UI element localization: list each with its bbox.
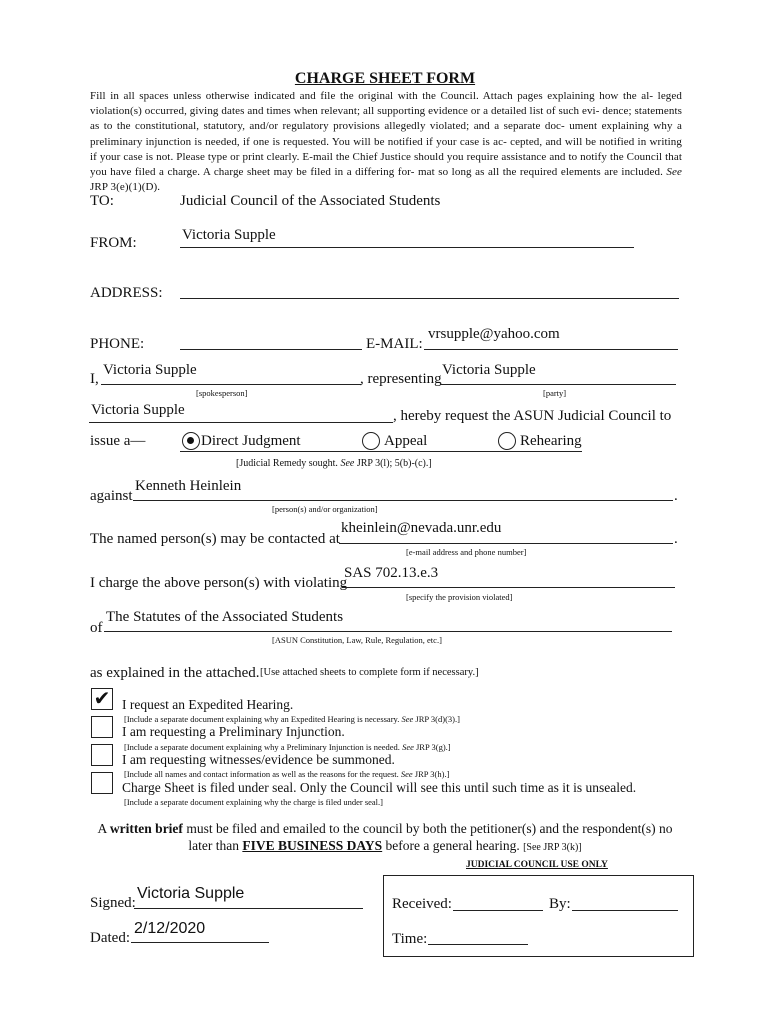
under-seal-label: Charge Sheet is filed under seal. Only the Council will see this until such time as it is unsealed. [122,780,637,795]
party-hint: [party] [543,388,567,398]
of-label: of [90,620,103,636]
contact-field[interactable]: kheinlein@nevada.unr.edu [341,520,502,536]
hint-see: See [401,714,414,724]
appeal-label: Appeal [384,433,428,449]
against-field[interactable]: Kenneth Heinlein [135,478,242,494]
dated-field[interactable]: 2/12/2020 [134,920,206,937]
signed-field[interactable]: Victoria Supple [137,885,245,902]
email-label: E-MAIL: [366,336,423,352]
brief-c: must be filed and emailed to the council by both the petitioner(s) and the respondent(s) no [186,821,673,836]
instructions-line: mat so long as all the required elements are included. [417,166,663,179]
instructions-line: require assistance and to notify the Council that you have filed a charge. A charge sheet may be filed in a differing for- [90,150,683,179]
against-line [133,500,673,501]
hint-text: [Include a separate document explaining why an Expedited Hearing is necessary. [124,714,400,724]
witnesses-label: I am requesting witnesses/evidence be summoned. [122,752,395,767]
instructions-line: leged violation(s) occurred, giving dates and times when relevant; all supporting evidence or a detailed list of such evi- [90,90,682,118]
phone-line [180,349,362,350]
remedy-hint-see: See [340,458,355,469]
by-label: By: [549,896,571,912]
by-line[interactable] [572,910,678,911]
issue-label: issue a— [90,433,146,449]
time-line[interactable] [428,944,528,945]
from-field[interactable]: Victoria Supple [182,227,276,243]
hint-text: [Include a separate document explaining why a Preliminary Injunction is needed. [124,742,400,752]
signed-label: Signed: [90,895,136,911]
explained-hint: [Use attached sheets to complete form if necessary.] [260,667,479,678]
council-use-heading: JUDICIAL COUNCIL USE ONLY [466,860,608,870]
explained-text: as explained in the attached. [90,665,260,681]
contact-hint: [e-mail address and phone number] [406,547,527,557]
checkbox-expedited-hearing[interactable]: ✔ [91,688,113,710]
email-line [424,349,678,350]
radio-appeal[interactable] [362,432,380,450]
spokesperson-line [101,384,361,385]
brief-notice [0,820,770,856]
charge-line [342,587,675,588]
contact-end: . [674,531,678,547]
against-hint: [person(s) and/or organization] [272,504,378,514]
brief-line-1 [0,820,770,837]
remedy-hint-ref: JRP 3(l); 5(b)-(c).] [356,458,432,469]
rule-ref: JRP 3(e)(1)(D). [90,181,161,194]
hint-ref: JRP 3(g).] [415,742,451,752]
dated-line [131,942,269,943]
hint-ref: JRP 3(d)(3).] [415,714,460,724]
expedited-hearing-hint [124,714,460,724]
remedy-hint-text: [Judicial Remedy sought. [236,458,338,469]
direct-judgment-label: Direct Judgment [201,433,301,449]
instructions-line: cepted, and will be notified in writing if your case is not. Please type or print clearly. E-mail the Chief Justice should you [90,135,682,163]
brief-f: before a general hearing. [385,838,520,853]
against-end: . [674,488,678,504]
signed-line [134,908,363,909]
to-value: Judicial Council of the Associated Students [180,193,441,209]
requester-field[interactable]: Victoria Supple [91,402,185,418]
see-ref: See [666,166,682,179]
address-label: ADDRESS: [90,285,163,301]
spokesperson-field[interactable]: Victoria Supple [103,362,197,378]
brief-emphasis: written brief [109,821,183,836]
address-line [180,298,679,299]
of-line [104,631,672,632]
charge-label: I charge the above person(s) with violating [90,575,348,591]
expedited-hearing-label: I request an Expedited Hearing. [122,697,294,712]
party-line [440,384,676,385]
hint-ref: JRP 3(h).] [414,769,450,779]
to-label: TO: [90,193,114,209]
hint-text: [Include all names and contact information as well as the reasons for the request. [124,769,399,779]
time-label: Time: [392,931,428,947]
hint-see: See [402,742,414,752]
rehearing-label: Rehearing [520,433,582,449]
phone-label: PHONE: [90,336,145,352]
form-title: CHARGE SHEET FORM [294,70,476,87]
email-field[interactable]: vrsupple@yahoo.com [428,326,560,342]
representing-label: , representing [360,371,442,387]
instructions-line: Fill in all spaces unless otherwise indicated and file the original with the Council. Attach pages explaining how the al- [90,90,654,102]
of-field[interactable]: The Statutes of the Associated Students [106,609,344,625]
checkbox-preliminary-injunction[interactable] [91,716,113,738]
radio-direct-judgment[interactable] [182,432,200,450]
instructions [90,89,682,195]
charge-hint: [specify the provision violated] [406,592,513,602]
from-line [180,247,634,248]
brief-ref: [See JRP 3(k)] [523,842,582,853]
radio-rehearing[interactable] [498,432,516,450]
brief-line-2 [0,837,770,856]
of-hint: [ASUN Constitution, Law, Rule, Regulation, etc.] [272,635,442,645]
remedy-hint [236,458,432,469]
received-line[interactable] [453,910,543,911]
appeal-line [362,451,498,452]
direct-judgment-line [180,451,362,452]
witnesses-hint [124,769,449,779]
received-label: Received: [392,896,452,912]
request-text: , hereby request the ASUN Judicial Council to [393,408,672,424]
charge-field[interactable]: SAS 702.13.e.3 [344,565,439,581]
brief-deadline: FIVE BUSINESS DAYS [242,838,383,853]
spokesperson-hint: [spokesperson] [196,388,248,398]
contact-line [339,543,673,544]
checkbox-witnesses[interactable] [91,744,113,766]
dated-label: Dated: [90,930,130,946]
i-prefix: I, [90,371,99,387]
preliminary-injunction-hint [124,742,451,752]
hint-see: See [400,769,413,779]
under-seal-hint: [Include a separate document explaining why the charge is filed under seal.] [124,797,383,807]
from-label: FROM: [90,235,137,251]
preliminary-injunction-label: I am requesting a Preliminary Injunction. [122,724,345,739]
instructions-line: dence; statements as to the constitutional, statutory, and/or regulatory provisions allegedly violated; and a separate doc- [90,105,682,133]
rehearing-line [498,451,582,452]
checkbox-under-seal[interactable] [91,772,113,794]
requester-line [89,422,393,423]
against-label: against [90,488,133,504]
brief-a: A [97,821,107,836]
instructions-line: ument explaining why a preliminary injunction is needed, if one is requested. You will be notified if your case is ac- [90,120,682,148]
party-field[interactable]: Victoria Supple [442,362,536,378]
brief-d: later than [188,838,239,853]
contact-label: The named person(s) may be contacted at [90,531,340,547]
